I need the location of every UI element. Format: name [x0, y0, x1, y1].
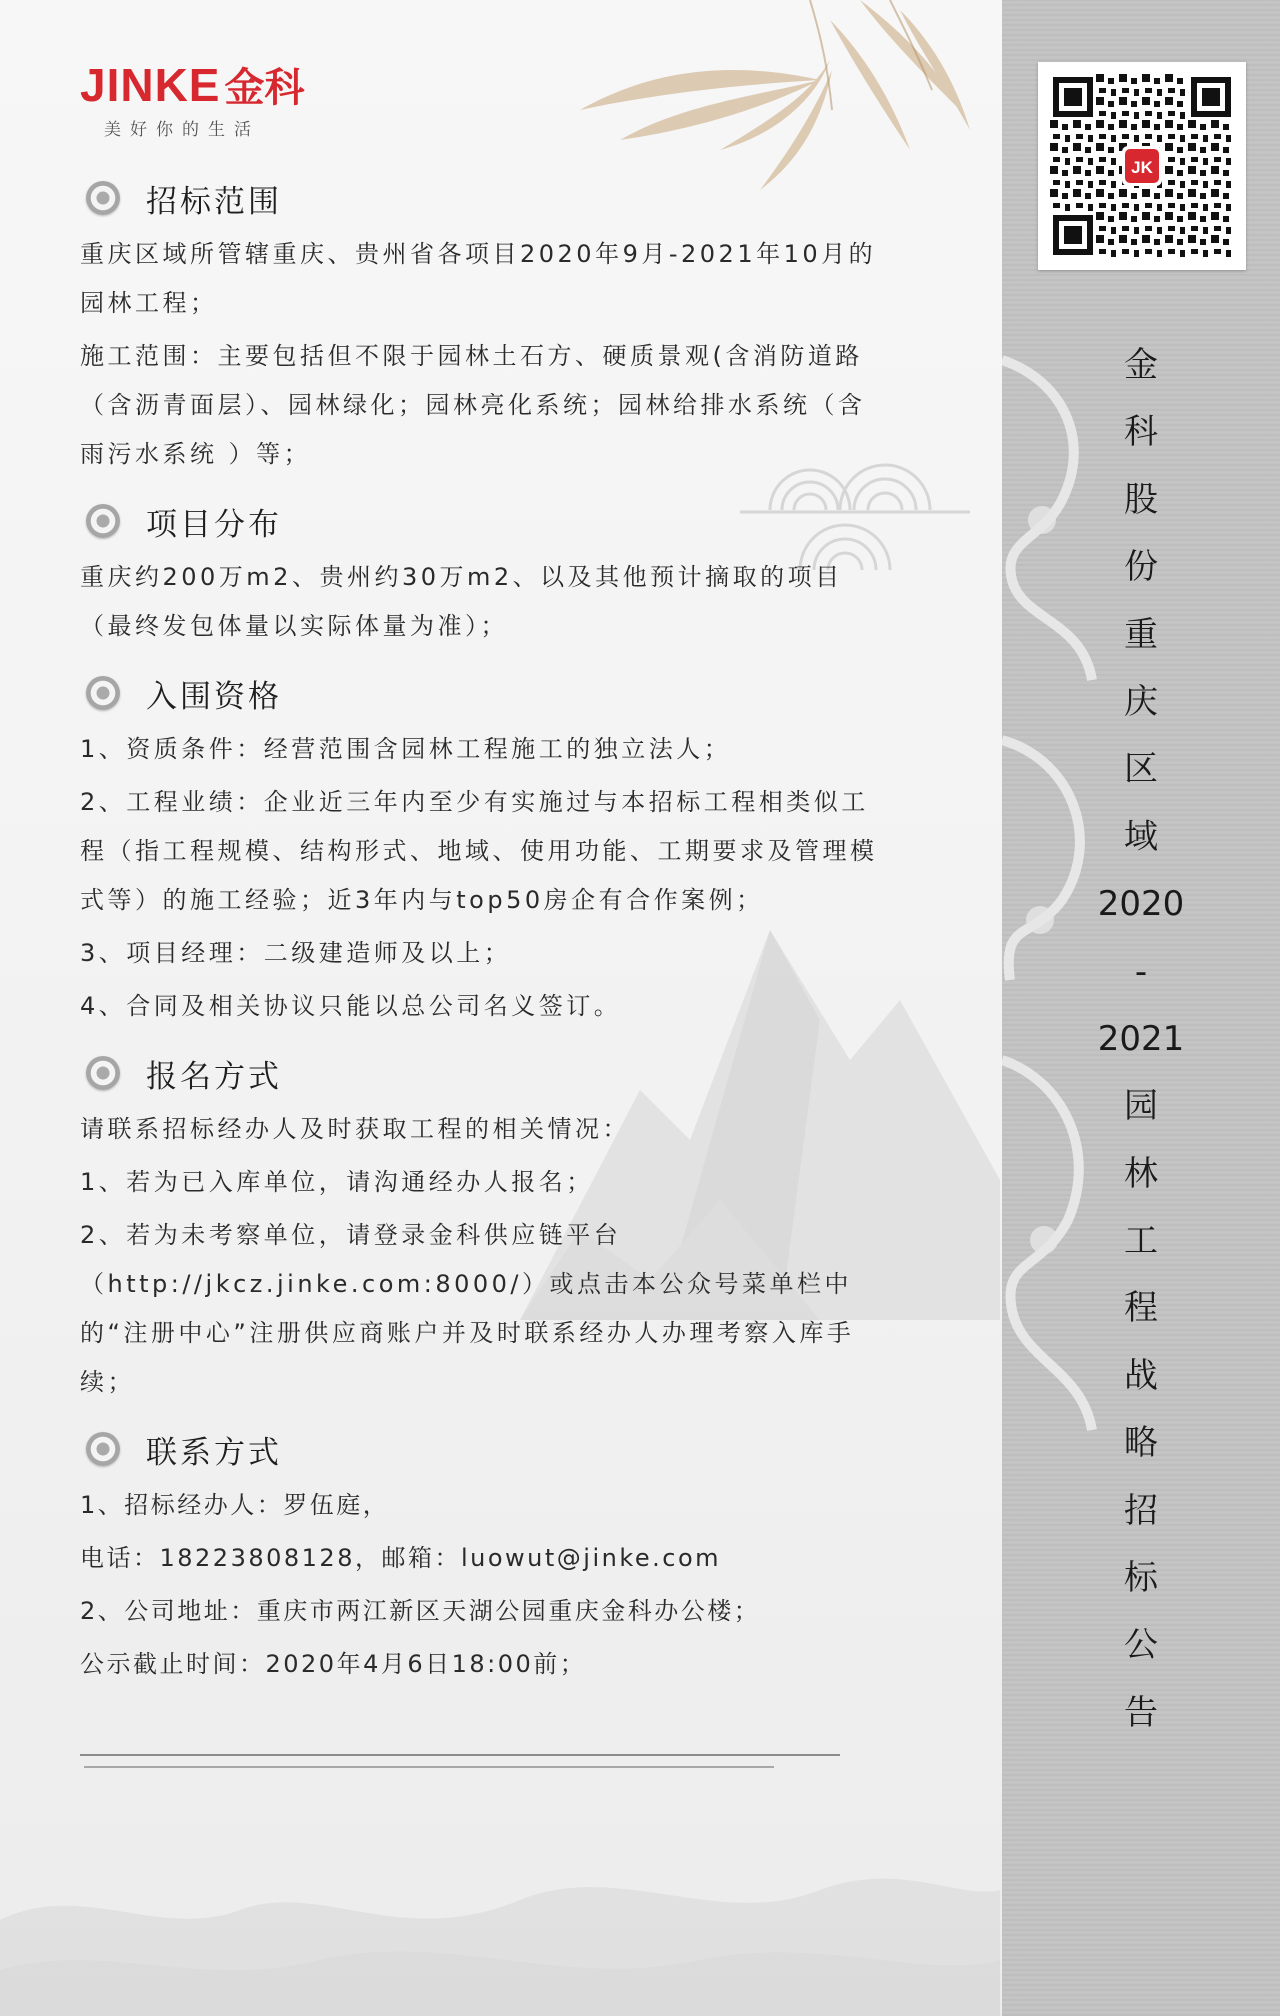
divider-line [80, 1754, 840, 1756]
section-title: 招标范围 [146, 183, 282, 220]
section-paragraph: 1、招标经办人：罗伍庭， [80, 1491, 390, 1519]
section-title: 报名方式 [146, 1058, 282, 1095]
bullet-circle-icon [86, 504, 120, 538]
vertical-title-char: - [1134, 951, 1148, 992]
bullet-circle-icon [86, 1432, 120, 1466]
section-heading [86, 1045, 880, 1101]
vertical-title-char: 程 [1124, 1288, 1158, 1329]
vertical-title-char: 股 [1124, 479, 1158, 520]
qr-code-icon [1050, 74, 1234, 258]
vertical-title-char: 战 [1124, 1355, 1158, 1396]
section-heading [86, 170, 880, 226]
section-paragraph: 请联系招标经办人及时获取工程的相关情况： [80, 1115, 630, 1143]
jinke-logo [80, 56, 304, 140]
section-paragraph: 3、项目经理：二级建造师及以上； [80, 939, 512, 967]
section-paragraph: 电话：18223808128，邮箱：luowut@jinke.com [80, 1544, 722, 1572]
section-scope [80, 170, 880, 479]
section-paragraph: 2、公司地址：重庆市两江新区天湖公园重庆金科办公楼； [80, 1597, 761, 1625]
vertical-title-char: 庆 [1124, 681, 1158, 722]
bullet-circle-icon [86, 181, 120, 215]
section-heading [86, 1421, 880, 1477]
section-paragraph: 2、若为未考察单位，请登录金科供应链平台（http://jkcz.jinke.com:8000/）或点击本公众号菜单栏中的“注册中心”注册供应商账户并及时联系经办人办理考察入库手续； [80, 1221, 855, 1396]
section-paragraph: 1、若为已入库单位，请沟通经办人报名； [80, 1168, 594, 1196]
section-title: 联系方式 [146, 1434, 282, 1471]
vertical-title-char: 标 [1124, 1558, 1158, 1599]
vertical-title-char: 公 [1124, 1625, 1158, 1666]
section-paragraph: 施工范围：主要包括但不限于园林土石方、硬质景观(含消防道路（含沥青面层）、园林绿化；园林亮化系统；园林给排水系统（含雨污水系统 ）等； [80, 342, 866, 468]
bullet-circle-icon [86, 1056, 120, 1090]
section-paragraph: 2、工程业绩：企业近三年内至少有实施过与本招标工程相类似工程（指工程规模、结构形式、地域、使用功能、工期要求及管理模式等）的施工经验；近3年内与top50房企有合作案例； [80, 788, 878, 914]
divider-line [84, 1766, 774, 1768]
vertical-title-char: 区 [1124, 749, 1158, 790]
vertical-title-char: 略 [1124, 1423, 1158, 1464]
vertical-title-char: 域 [1124, 816, 1158, 857]
announcement-content [80, 170, 880, 1703]
section-paragraph: 公示截止时间：2020年4月6日18:00前； [80, 1650, 587, 1678]
bottom-mountain-decoration [0, 1800, 1000, 2016]
vertical-title-char: 金 [1124, 345, 1158, 385]
vertical-title-char: 告 [1124, 1692, 1158, 1733]
vertical-title-char: 招 [1124, 1490, 1158, 1531]
bullet-circle-icon [86, 676, 120, 710]
section-registration [80, 1045, 880, 1407]
section-paragraph: 重庆约200万m2、贵州约30万m2、以及其他预计摘取的项目（最终发包体量以实际体量为准）； [80, 563, 843, 640]
logo-brand-cn: 金科 [224, 65, 305, 111]
section-paragraph: 1、资质条件：经营范围含园林工程施工的独立法人； [80, 735, 732, 763]
vertical-title-char: 重 [1124, 614, 1158, 655]
logo-brand-en: JINKE [80, 59, 221, 111]
section-qualification [80, 665, 880, 1031]
sidebar [1002, 0, 1280, 2016]
section-heading [86, 493, 880, 549]
vertical-title-char: 份 [1124, 547, 1158, 588]
vertical-title-char: 2021 [1097, 1018, 1185, 1059]
vertical-title-char: 工 [1124, 1221, 1158, 1262]
section-title: 项目分布 [146, 506, 282, 543]
section-paragraph: 4、合同及相关协议只能以总公司名义签订。 [80, 992, 622, 1020]
qr-badge-text: JK [1131, 158, 1153, 177]
vertical-title-char: 科 [1124, 412, 1158, 453]
section-heading [86, 665, 880, 721]
qr-code [1038, 62, 1246, 270]
section-title: 入围资格 [146, 678, 282, 715]
section-contact [80, 1421, 880, 1689]
logo-tagline: 美好你的生活 [104, 120, 260, 140]
vertical-title-char: 2020 [1097, 884, 1185, 925]
vertical-title-char: 园 [1124, 1086, 1158, 1127]
vertical-title [1002, 332, 1280, 1747]
section-paragraph: 重庆区域所管辖重庆、贵州省各项目2020年9月-2021年10月的园林工程； [80, 240, 877, 317]
vertical-title-char: 林 [1124, 1153, 1158, 1194]
section-distribution [80, 493, 880, 651]
